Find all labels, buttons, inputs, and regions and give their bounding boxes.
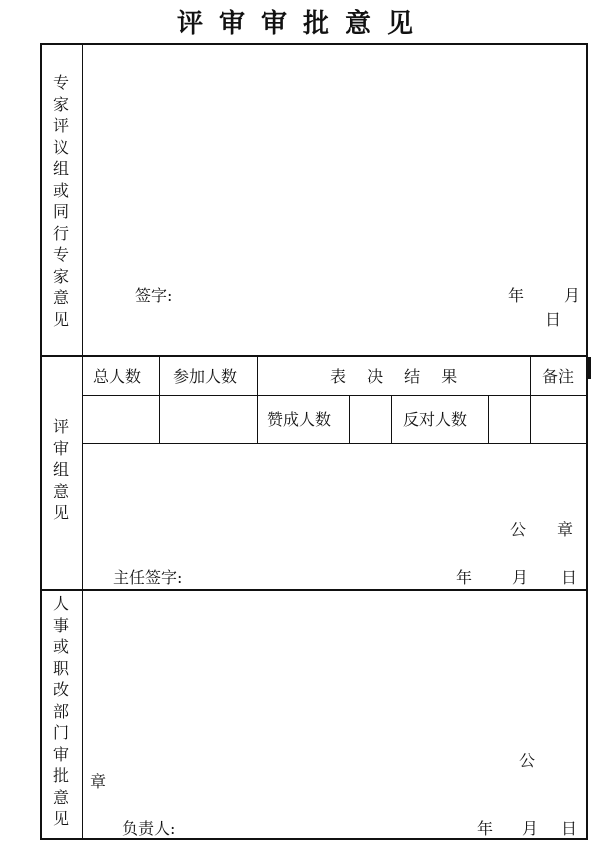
vote-col-divider-4: [391, 396, 392, 443]
header-total: 总人数: [93, 367, 142, 386]
subheader-oppose: 反对人数: [403, 410, 468, 429]
section3-seal-2: 章: [90, 772, 107, 791]
vote-col-divider-6: [530, 356, 531, 443]
subheader-approve: 赞成人数: [267, 410, 332, 429]
section2-date-year: 年: [456, 568, 473, 587]
vote-col-divider-2: [257, 356, 258, 443]
section1-date-year: 年: [508, 286, 525, 305]
section2-seal-1: 公: [510, 520, 527, 539]
section3-date-day: 日: [561, 819, 578, 838]
section1-date-month: 月: [564, 286, 581, 305]
section3-signature-label: 负责人:: [122, 819, 176, 838]
section2-date-day: 日: [561, 568, 578, 587]
approval-form-table: [40, 43, 588, 840]
section-divider-2: [41, 589, 587, 591]
section-divider-1: [41, 355, 587, 357]
margin-mark: [588, 357, 591, 379]
section1-date-day: 日: [545, 310, 562, 329]
vote-col-divider-3: [349, 396, 350, 443]
section3-date-year: 年: [477, 819, 494, 838]
section2-seal-2: 章: [557, 520, 574, 539]
section2-label: 评审组意见: [52, 417, 69, 522]
vote-table-row-divider: [82, 395, 587, 396]
vote-table-bottom: [82, 443, 587, 444]
section2-signature-label: 主任签字:: [113, 568, 183, 587]
header-vote-result: 表 决 结 果: [330, 367, 466, 386]
section1-label: 专家评议组或同行专家意见: [52, 73, 69, 329]
header-remarks: 备注: [542, 367, 575, 386]
header-participants: 参加人数: [173, 367, 238, 386]
section3-date-month: 月: [522, 819, 539, 838]
section2-date-month: 月: [512, 568, 529, 587]
page-title: 评审审批意见: [176, 9, 429, 39]
vote-col-divider-5: [488, 396, 489, 443]
section3-seal-1: 公: [519, 751, 536, 770]
section3-label: 人事或职改部门审批意见: [52, 594, 69, 828]
section1-signature-label: 签字:: [135, 286, 173, 305]
label-column-divider: [82, 44, 83, 839]
vote-col-divider-1: [159, 356, 160, 443]
